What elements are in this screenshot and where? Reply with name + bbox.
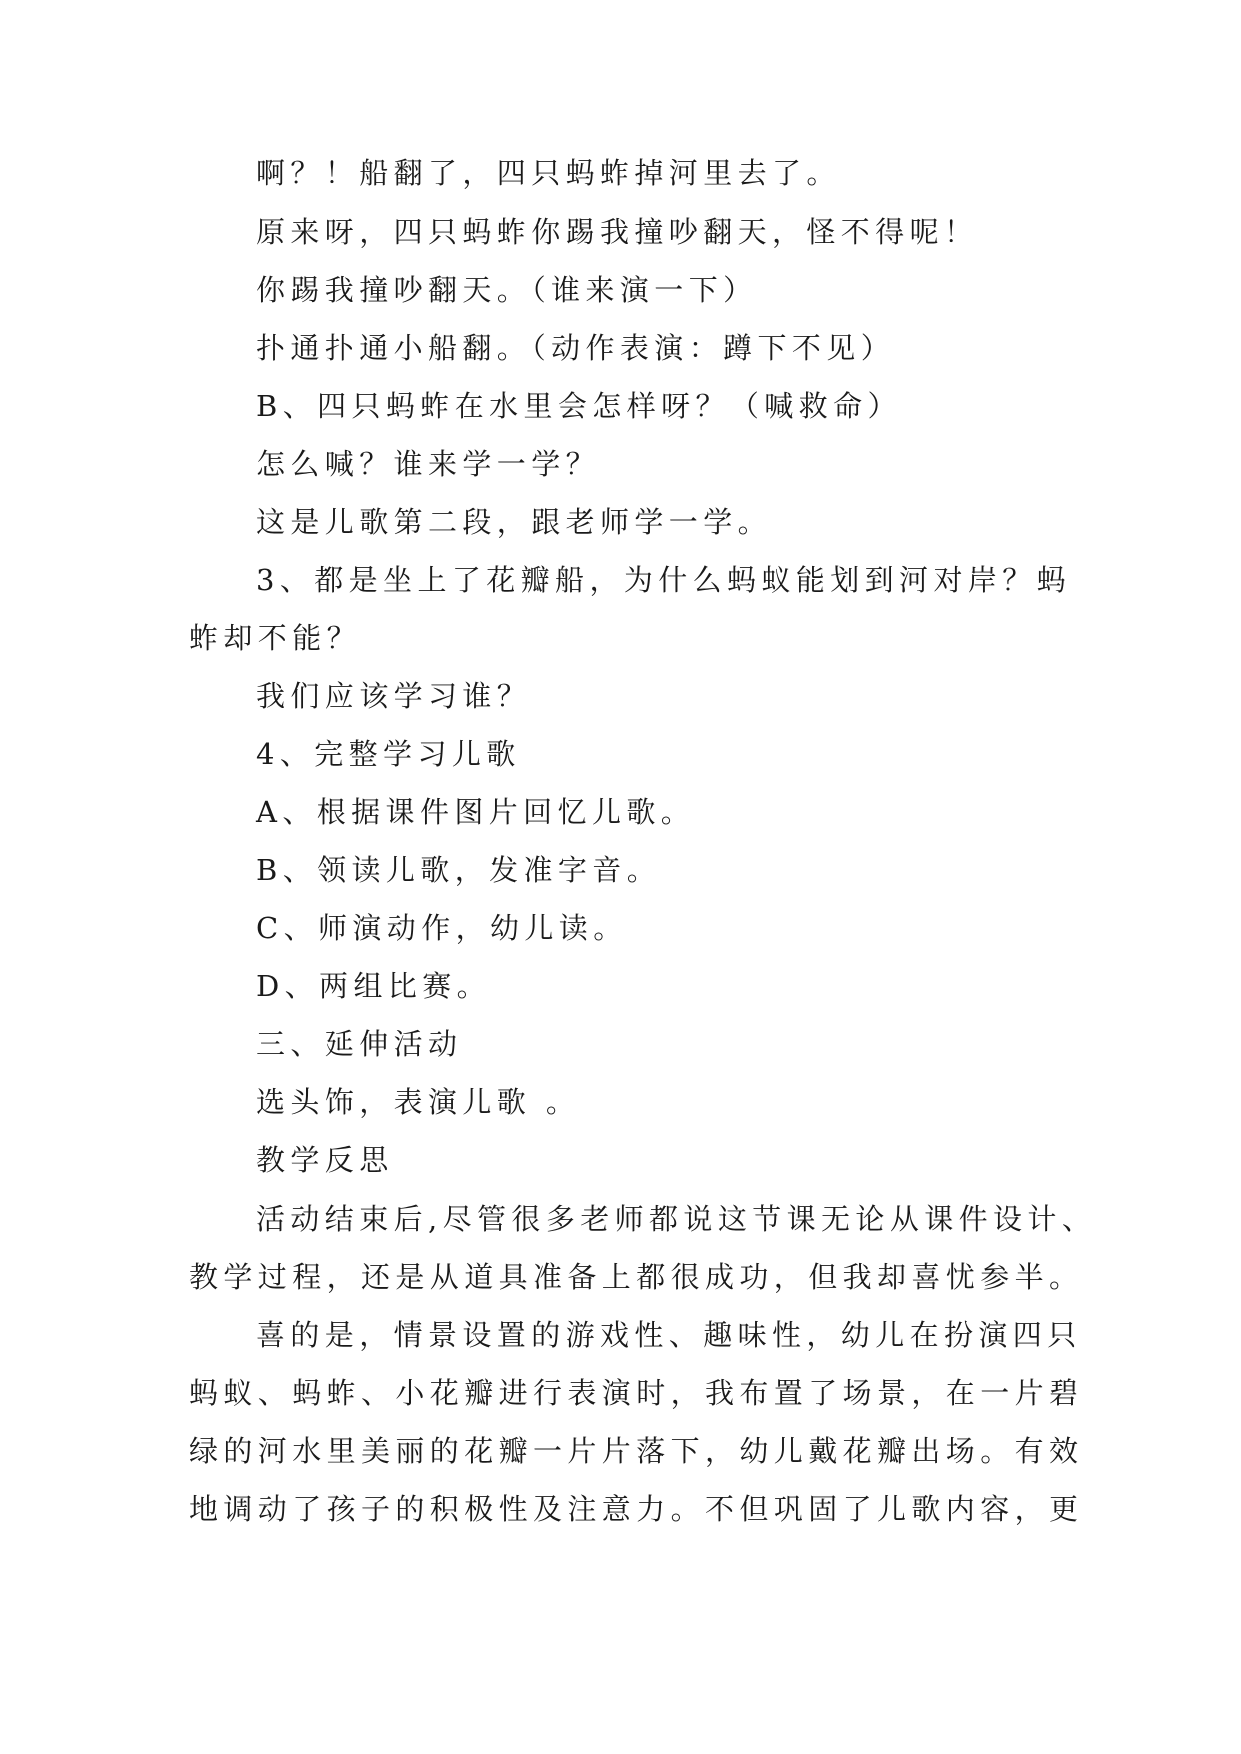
- text-line: C、师演动作，幼儿读。: [256, 911, 628, 945]
- text-line: 原来呀，四只蚂蚱你踢我撞吵翻天，怪不得呢！: [256, 215, 979, 249]
- text-line: A、根据课件图片回忆儿歌。: [256, 795, 696, 829]
- text-line: 绿的河水里美丽的花瓣一片片落下，幼儿戴花瓣出场。有效: [189, 1434, 1084, 1468]
- text-line: 4、完整学习儿歌: [256, 737, 521, 771]
- text-line: 这是儿歌第二段，跟老师学一学。: [256, 505, 773, 539]
- text-line: D、两组比赛。: [256, 969, 492, 1003]
- text-line: 教学过程，还是从道具准备上都很成功，但我却喜忧参半。: [189, 1260, 1084, 1294]
- text-line: 喜的是，情景设置的游戏性、趣味性，幼儿在扮演四只: [256, 1318, 1082, 1352]
- text-line: 扑通扑通小船翻。（动作表演：蹲下不见）: [256, 331, 896, 365]
- text-line: B、领读儿歌，发准字音。: [256, 853, 662, 887]
- text-line: 我们应该学习谁？: [256, 679, 532, 713]
- text-line: 啊？！船翻了，四只蚂蚱掉河里去了。: [256, 156, 841, 190]
- text-line: 3、都是坐上了花瓣船，为什么蚂蚁能划到河对岸？蚂: [256, 563, 1072, 597]
- text-line: 你踢我撞吵翻天。（谁来演一下）: [256, 273, 758, 307]
- section-heading: 教学反思: [256, 1143, 394, 1177]
- text-line: 怎么喊？谁来学一学？: [256, 447, 601, 481]
- text-line: 蚂蚁、蚂蚱、小花瓣进行表演时，我布置了场景，在一片碧: [189, 1376, 1084, 1410]
- text-line: 活动结束后,尽管很多老师都说这节课无论从课件设计、: [256, 1202, 1097, 1236]
- text-line: B、四只蚂蚱在水里会怎样呀？（喊救命）: [256, 389, 902, 423]
- text-line: 选头饰，表演儿歌 。: [256, 1085, 581, 1119]
- text-line: 蚱却不能？: [189, 621, 362, 655]
- text-line: 地调动了孩子的积极性及注意力。不但巩固了儿歌内容，更: [189, 1492, 1084, 1526]
- section-heading: 三、延伸活动: [256, 1027, 463, 1061]
